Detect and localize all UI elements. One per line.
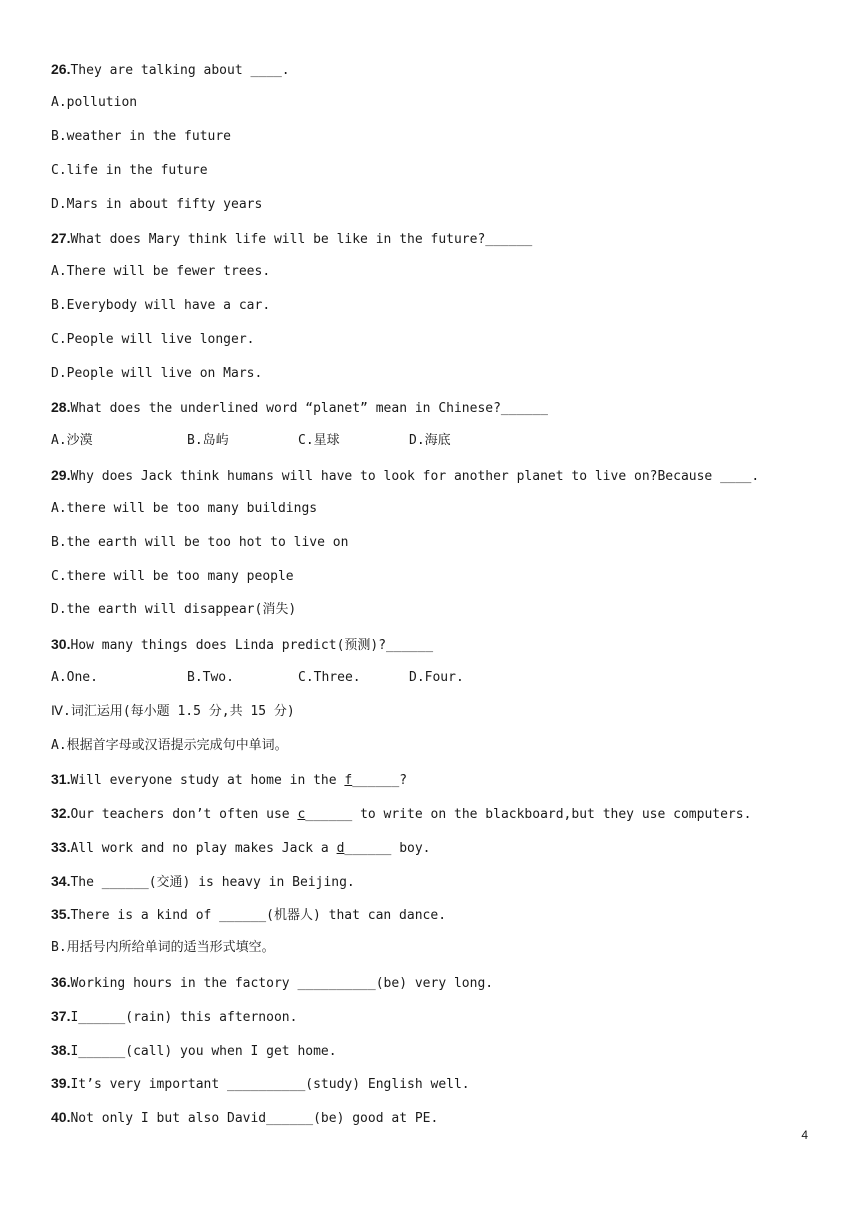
option-29-b: B.the earth will be too hot to live on: [51, 535, 349, 550]
option-29-a: A.there will be too many buildings: [51, 501, 318, 516]
question-31: 31.Will everyone study at home in the f______?: [51, 771, 408, 788]
question-38: 38.I______(call) you when I get home.: [51, 1042, 337, 1059]
question-37: 37.I______(rain) this afternoon.: [51, 1008, 298, 1025]
option-28-d: D.海底: [409, 433, 451, 448]
option-30-d: D.Four.: [409, 670, 464, 685]
section-heading: Ⅳ.词汇运用(每小题 1.5 分,共 15 分): [51, 704, 295, 719]
option-27-d: D.People will live on Mars.: [51, 366, 263, 381]
option-28-c: C.星球: [298, 433, 340, 448]
question-34: 34.The ______(交通) is heavy in Beijing.: [51, 873, 355, 890]
hint-letter: d: [336, 841, 345, 856]
page-number: 4: [801, 1128, 808, 1142]
question-32: 32.Our teachers don’t often use c______ to write on the blackboard,but they use computers.: [51, 805, 752, 822]
option-30-c: C.Three.: [298, 670, 361, 685]
hint-letter: f: [344, 773, 353, 788]
option-28-b: B.岛屿: [187, 433, 229, 448]
option-30-a: A.One.: [51, 670, 98, 685]
question-33: 33.All work and no play makes Jack a d______ boy.: [51, 839, 431, 856]
question-26: 26.They are talking about ____.: [51, 61, 290, 78]
part-b-instruction: B.用括号内所给单词的适当形式填空。: [51, 940, 275, 955]
options-28: [51, 432, 811, 450]
option-27-a: A.There will be fewer trees.: [51, 264, 271, 279]
option-26-c: C.life in the future: [51, 163, 208, 178]
question-39: 39.It’s very important __________(study) English well.: [51, 1075, 470, 1092]
question-35: 35.There is a kind of ______(机器人) that can dance.: [51, 906, 447, 923]
option-26-d: D.Mars in about fifty years: [51, 197, 263, 212]
option-27-b: B.Everybody will have a car.: [51, 298, 271, 313]
question-30: 30.How many things does Linda predict(预测)?______: [51, 636, 434, 653]
option-28-a: A.沙漠: [51, 433, 93, 448]
option-29-d: D.the earth will disappear(消失): [51, 602, 297, 617]
question-27: 27.What does Mary think life will be like in the future?______: [51, 230, 533, 247]
question-36: 36.Working hours in the factory __________(be) very long.: [51, 974, 494, 991]
option-26-b: B.weather in the future: [51, 129, 232, 144]
option-29-c: C.there will be too many people: [51, 569, 294, 584]
part-a-instruction: A.根据首字母或汉语提示完成句中单词。: [51, 738, 288, 753]
option-30-b: B.Two.: [187, 670, 234, 685]
question-29: 29.Why does Jack think humans will have to look for another planet to live on?Because ____.: [51, 467, 760, 484]
question-28: 28.What does the underlined word “planet” mean in Chinese?______: [51, 399, 548, 416]
options-30: [51, 669, 811, 687]
hint-letter: c: [297, 807, 306, 822]
question-40: 40.Not only I but also David______(be) good at PE.: [51, 1109, 439, 1126]
option-26-a: A.pollution: [51, 95, 138, 110]
option-27-c: C.People will live longer.: [51, 332, 255, 347]
